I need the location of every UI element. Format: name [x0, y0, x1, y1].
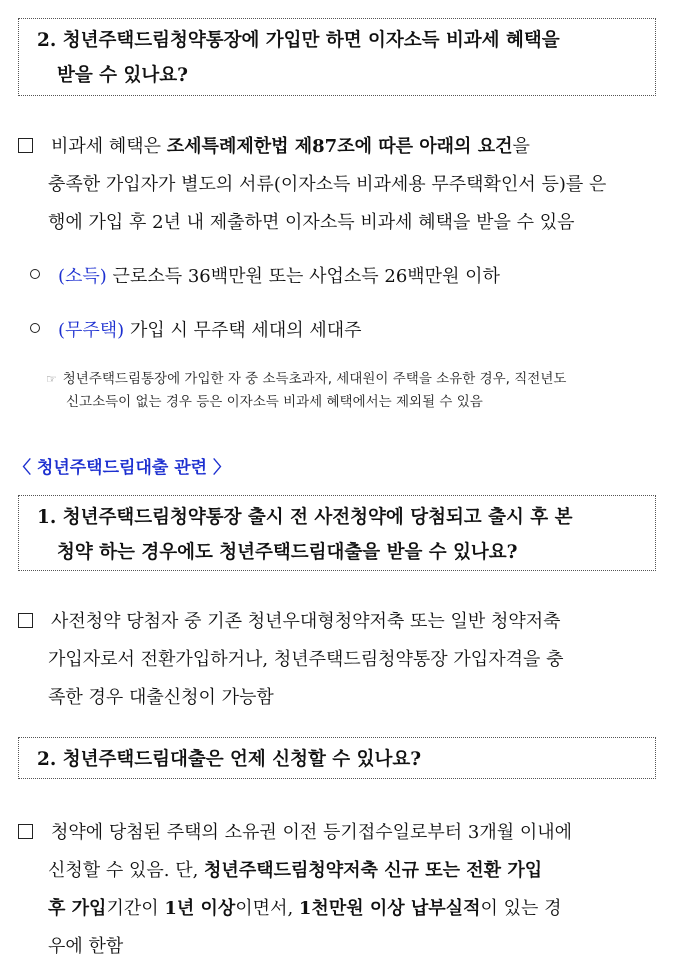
answer-text: 을 — [512, 136, 530, 157]
answer-text: 충족한 가입자가 별도의 서류(이자소득 비과세용 무주택확인서 등)를 은 — [48, 174, 607, 195]
answer-text: 사전청약 당첨자 중 기존 청년우대형청약저축 또는 일반 청약저축 — [51, 611, 561, 632]
question-text: 1. 청년주택드림청약통장 출시 전 사전청약에 당첨되고 출시 후 본 — [37, 507, 573, 528]
condition-text: 가입 시 무주택 세대의 세대주 — [124, 320, 362, 341]
checkbox-square-icon — [18, 138, 33, 153]
question-text: 2. 청년주택드림대출은 언제 신청할 수 있나요? — [37, 749, 422, 770]
circle-bullet-icon — [30, 323, 40, 333]
question-box-tax-exemption — [18, 18, 656, 96]
answer-emphasis: 청년주택드림청약저축 신규 또는 전환 가입 — [204, 860, 543, 881]
condition-homeless — [30, 316, 361, 342]
answer-text: 족한 경우 대출신청이 가능함 — [48, 687, 274, 708]
section-title: 〈 청년주택드림대출 관련 〉 — [14, 458, 230, 478]
answer-tax-exemption — [18, 128, 658, 242]
pointing-hand-icon: ☞ — [46, 372, 57, 386]
answer-text: 신청할 수 있음. 단, — [48, 860, 205, 881]
answer-text: 이면서, — [235, 898, 299, 919]
answer-text: 비과세 혜택은 — [51, 136, 167, 157]
condition-tag: (소득) — [58, 266, 107, 287]
answer-text: 가입자로서 전환가입하거나, 청년주택드림청약통장 가입자격을 충 — [48, 649, 564, 670]
answer-text: 이 있는 경 — [480, 898, 562, 919]
answer-emphasis: 1천만원 이상 납부실적 — [298, 898, 481, 919]
question-text: 청약 하는 경우에도 청년주택드림대출을 받을 수 있나요? — [57, 542, 518, 563]
answer-loan-timing — [18, 814, 658, 966]
question-text: 2. 청년주택드림청약통장에 가입만 하면 이자소득 비과세 혜택을 — [37, 30, 560, 51]
checkbox-square-icon — [18, 613, 33, 628]
note-text: 청년주택드림통장에 가입한 자 중 소득초과자, 세대원이 주택을 소유한 경우, 직전년도 — [62, 371, 567, 387]
question-text: 받을 수 있나요? — [57, 65, 188, 86]
note-text: 신고소득이 없는 경우 등은 이자소득 비과세 혜택에서는 제외될 수 있음 — [66, 394, 483, 410]
condition-income — [30, 262, 500, 288]
answer-emphasis: 조세특례제한법 제87조에 따른 아래의 요건 — [166, 136, 513, 157]
question-box-loan-prior-subscription — [18, 495, 656, 571]
answer-text: 기간이 — [106, 898, 165, 919]
checkbox-square-icon — [18, 824, 33, 839]
condition-tag: (무주택) — [58, 320, 125, 341]
answer-loan-prior-subscription — [18, 603, 658, 717]
condition-text: 근로소득 36백만원 또는 사업소득 26백만원 이하 — [106, 266, 500, 287]
question-box-loan-timing — [18, 737, 656, 779]
answer-emphasis: 후 가입 — [48, 898, 107, 919]
circle-bullet-icon — [30, 269, 40, 279]
answer-text: 행에 가입 후 2년 내 제출하면 이자소득 비과세 혜택을 받을 수 있음 — [48, 212, 575, 233]
footnote — [46, 368, 566, 414]
answer-text: 청약에 당첨된 주택의 소유권 이전 등기접수일로부터 3개월 이내에 — [51, 822, 572, 843]
answer-emphasis: 1년 이상 — [164, 898, 236, 919]
answer-text: 우에 한함 — [48, 936, 124, 957]
